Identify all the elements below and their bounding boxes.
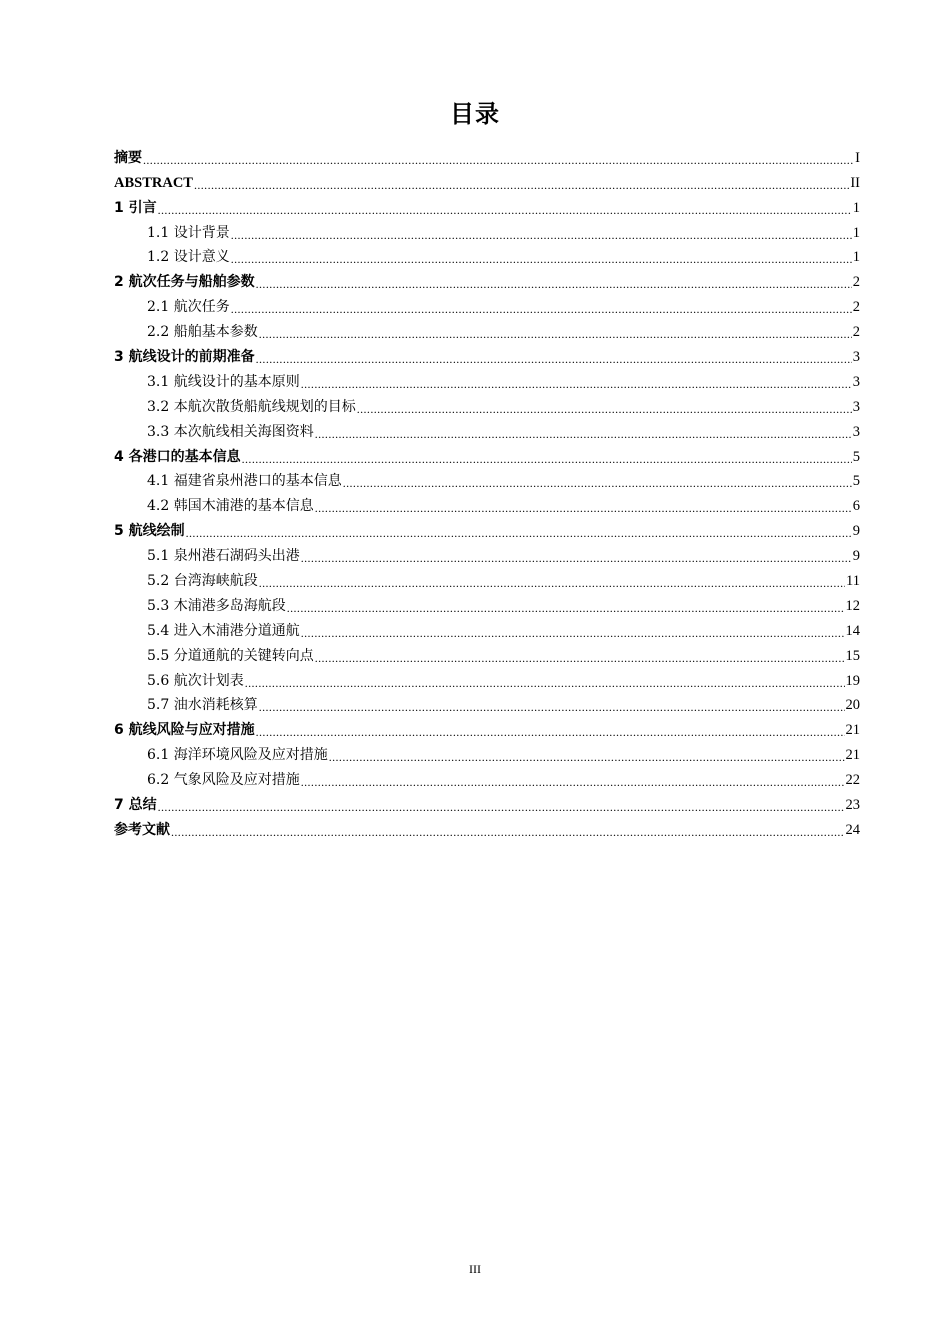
toc-entry[interactable]	[114, 739, 860, 764]
toc-entry-page-number: 24	[845, 821, 860, 838]
toc-dot-leader	[287, 601, 845, 615]
toc-entry[interactable]	[114, 266, 860, 291]
toc-entry[interactable]	[114, 515, 860, 540]
toc-entry-title: 6 航线风险与应对措施	[114, 722, 255, 739]
toc-entry[interactable]	[114, 565, 860, 590]
toc-entry-page-number: 14	[845, 622, 860, 639]
toc-dot-leader	[194, 178, 849, 192]
footer-page-number: III	[469, 1262, 481, 1276]
toc-entry[interactable]	[114, 291, 860, 316]
toc-entry-title: 5.5 分道通航的关键转向点	[147, 647, 314, 664]
toc-entry-title: 4.1 福建省泉州港口的基本信息	[147, 473, 342, 490]
toc-entry-page-number: 9	[852, 523, 860, 540]
toc-entry[interactable]	[114, 615, 860, 640]
toc-entry[interactable]	[114, 714, 860, 739]
toc-entry-title: 1.2 设计意义	[147, 249, 230, 266]
toc-dot-leader	[259, 700, 845, 714]
toc-entry[interactable]	[114, 690, 860, 715]
toc-entry-title: 5.4 进入木浦港分道通航	[147, 622, 300, 639]
toc-entry-page-number: 3	[852, 398, 860, 415]
toc-entry[interactable]	[114, 341, 860, 366]
toc-entry-page-number: 22	[845, 772, 860, 789]
toc-entry-title: 参考文献	[114, 821, 170, 838]
page-title: 目录	[450, 100, 500, 128]
toc-entry-title: 2 航次任务与船舶参数	[114, 274, 255, 291]
toc-entry-title: 2.2 船舶基本参数	[147, 324, 258, 341]
toc-entry-page-number: 21	[845, 722, 860, 739]
toc-dot-leader	[245, 676, 845, 690]
toc-entry[interactable]	[114, 242, 860, 267]
toc-entry-title: 1 引言	[114, 199, 157, 216]
toc-entry-page-number: 3	[852, 373, 860, 390]
toc-entry[interactable]	[114, 192, 860, 217]
toc-dot-leader	[329, 750, 845, 764]
toc-entry[interactable]	[114, 764, 860, 789]
toc-entry-title: 7 总结	[114, 797, 157, 814]
toc-entry-title: 3.3 本次航线相关海图资料	[147, 423, 314, 440]
toc-entry-page-number: 2	[852, 324, 860, 341]
table-of-contents	[114, 142, 860, 839]
toc-entry-page-number: 19	[845, 672, 860, 689]
toc-entry-page-number: 5	[852, 448, 860, 465]
toc-dot-leader	[143, 153, 854, 167]
toc-dot-leader	[158, 203, 852, 217]
toc-entry-page-number: 15	[845, 647, 860, 664]
toc-dot-leader	[301, 551, 852, 565]
toc-dot-leader	[171, 825, 845, 839]
toc-entry-title: ABSTRACT	[114, 174, 193, 191]
toc-entry-title: 1.1 设计背景	[147, 224, 230, 241]
toc-entry-page-number: 3	[852, 349, 860, 366]
toc-dot-leader	[231, 302, 852, 316]
toc-dot-leader	[259, 327, 852, 341]
toc-entry-page-number: 2	[852, 274, 860, 291]
toc-entry-title: 4.2 韩国木浦港的基本信息	[147, 498, 314, 515]
toc-entry[interactable]	[114, 490, 860, 515]
toc-entry-title: 4 各港口的基本信息	[114, 448, 241, 465]
toc-entry-page-number: 11	[846, 573, 860, 590]
toc-entry[interactable]	[114, 391, 860, 416]
toc-dot-leader	[301, 626, 845, 640]
toc-entry[interactable]	[114, 789, 860, 814]
toc-entry[interactable]	[114, 316, 860, 341]
toc-dot-leader	[158, 800, 845, 814]
toc-dot-leader	[343, 476, 852, 490]
toc-dot-leader	[231, 252, 852, 266]
toc-entry-page-number: 5	[852, 473, 860, 490]
toc-entry-page-number: 1	[852, 199, 860, 216]
toc-entry-page-number: 2	[852, 299, 860, 316]
toc-entry-title: 2.1 航次任务	[147, 299, 230, 316]
toc-entry-title: 5 航线绘制	[114, 523, 185, 540]
toc-entry-page-number: 21	[845, 747, 860, 764]
toc-entry[interactable]	[114, 366, 860, 391]
toc-entry-title: 5.7 油水消耗核算	[147, 697, 258, 714]
toc-entry-title: 5.2 台湾海峡航段	[147, 573, 258, 590]
toc-entry[interactable]	[114, 416, 860, 441]
toc-dot-leader	[301, 775, 845, 789]
toc-entry-page-number: 1	[852, 249, 860, 266]
toc-entry[interactable]	[114, 814, 860, 839]
toc-entry-page-number: 1	[852, 224, 860, 241]
toc-entry[interactable]	[114, 665, 860, 690]
toc-entry-page-number: 23	[845, 797, 860, 814]
toc-entry-title: 5.3 木浦港多岛海航段	[147, 597, 286, 614]
toc-dot-leader	[231, 228, 852, 242]
toc-entry[interactable]	[114, 540, 860, 565]
toc-dot-leader	[256, 277, 852, 291]
toc-entry[interactable]	[114, 590, 860, 615]
toc-entry-title: 5.1 泉州港石湖码头出港	[147, 548, 300, 565]
toc-entry[interactable]	[114, 441, 860, 466]
toc-entry-title: 3 航线设计的前期准备	[114, 349, 255, 366]
toc-entry-page-number: 6	[852, 498, 860, 515]
toc-entry-title: 3.1 航线设计的基本原则	[147, 373, 300, 390]
toc-entry-page-number: II	[850, 174, 860, 191]
toc-entry-title: 6.1 海洋环境风险及应对措施	[147, 747, 328, 764]
toc-entry-page-number: 12	[845, 597, 860, 614]
toc-entry-title: 3.2 本航次散货船航线规划的目标	[147, 398, 356, 415]
toc-dot-leader	[301, 377, 852, 391]
toc-entry[interactable]	[114, 142, 860, 167]
toc-entry[interactable]	[114, 167, 860, 192]
toc-dot-leader	[315, 651, 845, 665]
toc-entry-title: 5.6 航次计划表	[147, 672, 244, 689]
toc-entry-title: 摘要	[114, 149, 142, 166]
toc-dot-leader	[259, 576, 845, 590]
toc-dot-leader	[256, 725, 845, 739]
toc-dot-leader	[315, 501, 852, 515]
toc-entry-page-number: 20	[845, 697, 860, 714]
toc-entry[interactable]	[114, 217, 860, 242]
toc-dot-leader	[357, 402, 852, 416]
toc-entry[interactable]	[114, 640, 860, 665]
toc-dot-leader	[315, 427, 852, 441]
toc-entry-page-number: 3	[852, 423, 860, 440]
toc-entry-title: 6.2 气象风险及应对措施	[147, 772, 300, 789]
toc-dot-leader	[256, 352, 852, 366]
toc-dot-leader	[242, 452, 852, 466]
toc-entry[interactable]	[114, 466, 860, 491]
toc-entry-page-number: I	[855, 149, 860, 166]
toc-dot-leader	[186, 526, 852, 540]
toc-entry-page-number: 9	[852, 548, 860, 565]
